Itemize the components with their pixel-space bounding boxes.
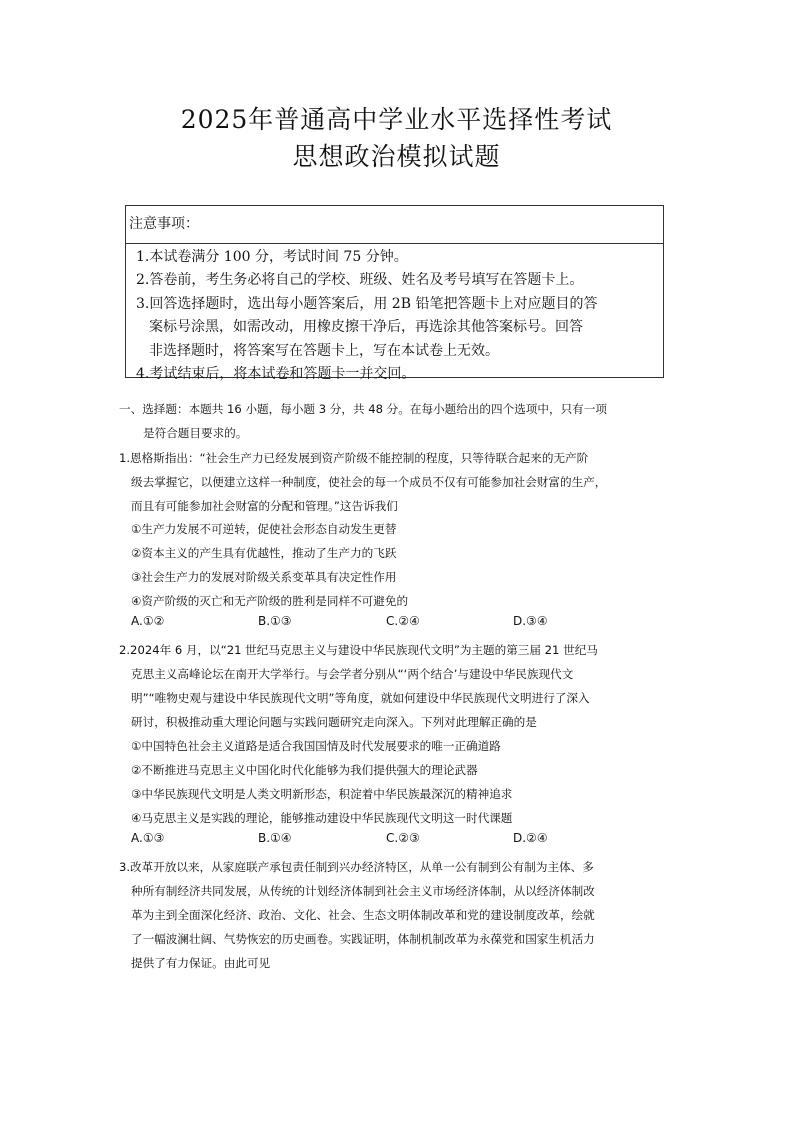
q2-stem: 明”“唯物史观与建设中华民族现代文明”等角度，就如何建设中华民族现代文明进行了深入 <box>131 691 590 705</box>
q3-stem: 提供了有力保证。由此可见 <box>131 956 271 970</box>
notice-item: 2.答卷前，考生务必将自己的学校、班级、姓名及考号填写在答题卡上。 <box>136 272 584 289</box>
q2-stem: 2.2024年 6 月，以“21 世纪马克思主义与建设中华民族现代文明”为主题的第三届 21 世纪马 <box>119 643 598 657</box>
q2-stem: 克思主义高峰论坛在南开大学举行。与会学者分别从“‘两个结合’与建设中华民族现代文 <box>131 667 574 681</box>
q1-stem: 而且有可能参加社会财富的分配和管理。”这告诉我们 <box>131 499 398 513</box>
q3-stem: 革为主到全面深化经济、政治、文化、社会、生态文明体制改革和党的建设制度改革，绘就 <box>131 908 595 922</box>
section-heading-cont: 是符合题目要求的。 <box>143 426 248 440</box>
option-a[interactable]: A.①③ <box>131 831 165 845</box>
q2-statement: ②不断推进马克思主义中国化时代化能够为我们提供强大的理论武器 <box>131 763 478 777</box>
q2-stem: 研讨，积极推动重大理论问题与实践问题研究走向深入。下列对此理解正确的是 <box>131 715 537 729</box>
q1-stem: 1.恩格斯指出：“社会生产力已经发展到资产阶级不能控制的程度，只等待联合起来的无产阶 <box>119 451 589 465</box>
option-b[interactable]: B.①④ <box>258 831 292 845</box>
q1-options <box>131 614 631 634</box>
notice-item: 1.本试卷满分 100 分，考试时间 75 分钟。 <box>136 249 408 265</box>
option-c[interactable]: C.②④ <box>386 614 420 628</box>
q2-options <box>131 831 631 851</box>
q3-stem: 种所有制经济共同发展，从传统的计划经济体制到社会主义市场经济体制，从以经济体制改 <box>131 884 595 898</box>
q1-statement: ①生产力发展不可逆转，促使社会形态自动发生更替 <box>131 522 397 536</box>
option-c[interactable]: C.②③ <box>386 831 420 845</box>
q2-statement: ①中国特色社会主义道路是适合我国国情及时代发展要求的唯一正确道路 <box>131 739 501 753</box>
option-b[interactable]: B.①③ <box>258 614 292 628</box>
q1-statement: ③社会生产力的发展对阶级关系变革具有决定性作用 <box>131 570 397 584</box>
notice-body <box>126 244 663 386</box>
exam-title: 2025年普通高中学业水平选择性考试 <box>180 105 613 134</box>
notice-item: 4.考试结束后，将本试卷和答题卡一并交回。 <box>136 366 416 383</box>
option-a[interactable]: A.①② <box>131 614 165 628</box>
q3-stem: 3.改革开放以来，从家庭联产承包责任制到兴办经济特区，从单一公有制到公有制为主体、多 <box>119 860 594 874</box>
q2-statement: ④马克思主义是实践的理论，能够推动建设中华民族现代文明这一时代课题 <box>131 811 513 825</box>
exam-subtitle: 思想政治模拟试题 <box>292 142 501 171</box>
notice-heading: 注意事项： <box>126 206 663 244</box>
option-d[interactable]: D.②④ <box>513 831 548 845</box>
q3-stem: 了一幅波澜壮阔、气势恢宏的历史画卷。实践证明，体制机制改革为永葆党和国家生机活力 <box>131 932 595 946</box>
notice-item: 非选择题时，将答案写在答题卡上，写在本试卷上无效。 <box>149 342 499 359</box>
notice-item: 案标号涂黑，如需改动，用橡皮擦干净后，再选涂其他答案标号。回答 <box>149 319 583 336</box>
q2-statement: ③中华民族现代文明是人类文明新形态，积淀着中华民族最深沉的精神追求 <box>131 787 513 801</box>
notice-box <box>125 205 664 383</box>
q1-statement: ②资本主义的产生具有优越性，推动了生产力的飞跃 <box>131 546 397 560</box>
q1-stem: 级去掌握它，以便建立这样一种制度，使社会的每一个成员不仅有可能参加社会财富的生产， <box>131 475 607 489</box>
option-d[interactable]: D.③④ <box>513 614 548 628</box>
notice-item: 3.回答选择题时，选出每小题答案后，用 2B 铅笔把答题卡上对应题目的答 <box>136 295 598 312</box>
section-heading: 一、选择题：本题共 16 小题，每小题 3 分，共 48 分。在每小题给出的四个选项中，只有一项 <box>119 402 607 416</box>
q1-statement: ④资产阶级的灭亡和无产阶级的胜利是同样不可避免的 <box>131 594 409 608</box>
